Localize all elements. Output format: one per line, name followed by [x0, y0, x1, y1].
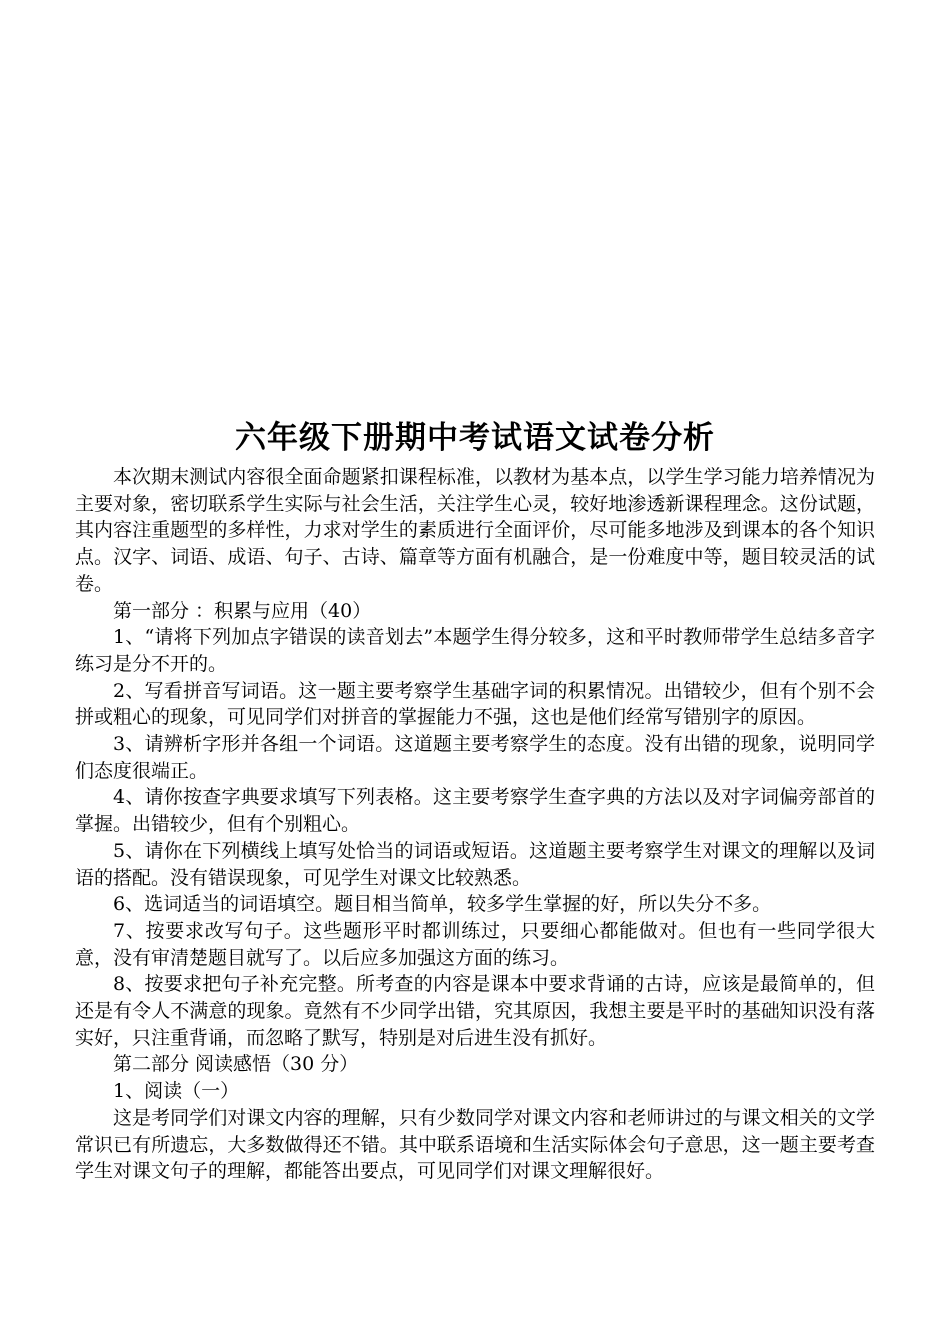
item-6-paragraph: 6、选词适当的词语填空。题目相当简单，较多学生掌握的好，所以失分不多。 [113, 893, 772, 916]
reading-1-paragraph: 这是考同学们对课文内容的理解，只有少数同学对课文内容和老师讲过的与课文相关的文学常识已有所遗忘，大多数做得还不错。其中联系语境和生活实际体会句子意思，这一题主要考查学生对课文句子的理解，都能答出要点，可见同学们对课文理解很好。 [75, 1106, 875, 1183]
item-7-paragraph: 7、按要求改写句子。这些题形平时都训练过，只要细心都能做对。但也有一些同学很大意，没有审清楚题目就写了。以后应多加强这方面的练习。 [75, 919, 875, 969]
item-5-paragraph: 5、请你在下列横线上填写处恰当的词语或短语。这道题主要考察学生对课文的理解以及词语的搭配。没有错误现象，可见学生对课文比较熟悉。 [75, 839, 875, 889]
item-4-paragraph: 4、请你按查字典要求填写下列表格。这主要考察学生查字典的方法以及对字词偏旁部首的掌握。出错较少，但有个别粗心。 [75, 786, 875, 836]
intro-paragraph: 本次期末测试内容很全面命题紧扣课程标准，以教材为基本点，以学生学习能力培养情况为主要对象，密切联系学生实际与社会生活，关注学生心灵，较好地渗透新课程理念。这份试题，其内容注重题型的多样性，力求对学生的素质进行全面评价，尽可能多地涉及到课本的各个知识点。汉字、词语、成语、句子、古诗、篇章等方面有机融合，是一份难度中等，题目较灵活的试卷。 [75, 466, 875, 595]
item-8-paragraph: 8、按要求把句子补充完整。所考查的内容是课本中要求背诵的古诗，应该是最简单的，但还是有令人不满意的现象。竟然有不少同学出错，究其原因，我想主要是平时的基础知识没有落实好，只注重背诵，而忽略了默写，特别是对后进生没有抓好。 [75, 973, 875, 1049]
section-heading-part-one: 第一部分 ：积累与应用（40） [113, 599, 372, 622]
section-heading-part-two: 第二部分 阅读感悟（30 分） [113, 1053, 359, 1076]
item-2-paragraph: 2、写看拼音写词语。这一题主要考察学生基础字词的积累情况。出错较少，但有个别不会拼或粗心的现象，可见同学们对拼音的掌握能力不强，这也是他们经常写错别字的原因。 [75, 679, 875, 729]
reading-1-heading: 1、阅读（一） [113, 1080, 240, 1103]
item-1-paragraph: 1、“请将下列加点字错误的读音划去”本题学生得分较多，这和平时教师带学生总结多音字练习是分不开的。 [75, 626, 875, 675]
item-3-paragraph: 3、请辨析字形并各组一个词语。这道题主要考察学生的态度。没有出错的现象，说明同学们态度很端正。 [75, 733, 875, 782]
document-title: 六年级下册期中考试语文试卷分析 [235, 420, 715, 456]
document-body [75, 418, 875, 1185]
